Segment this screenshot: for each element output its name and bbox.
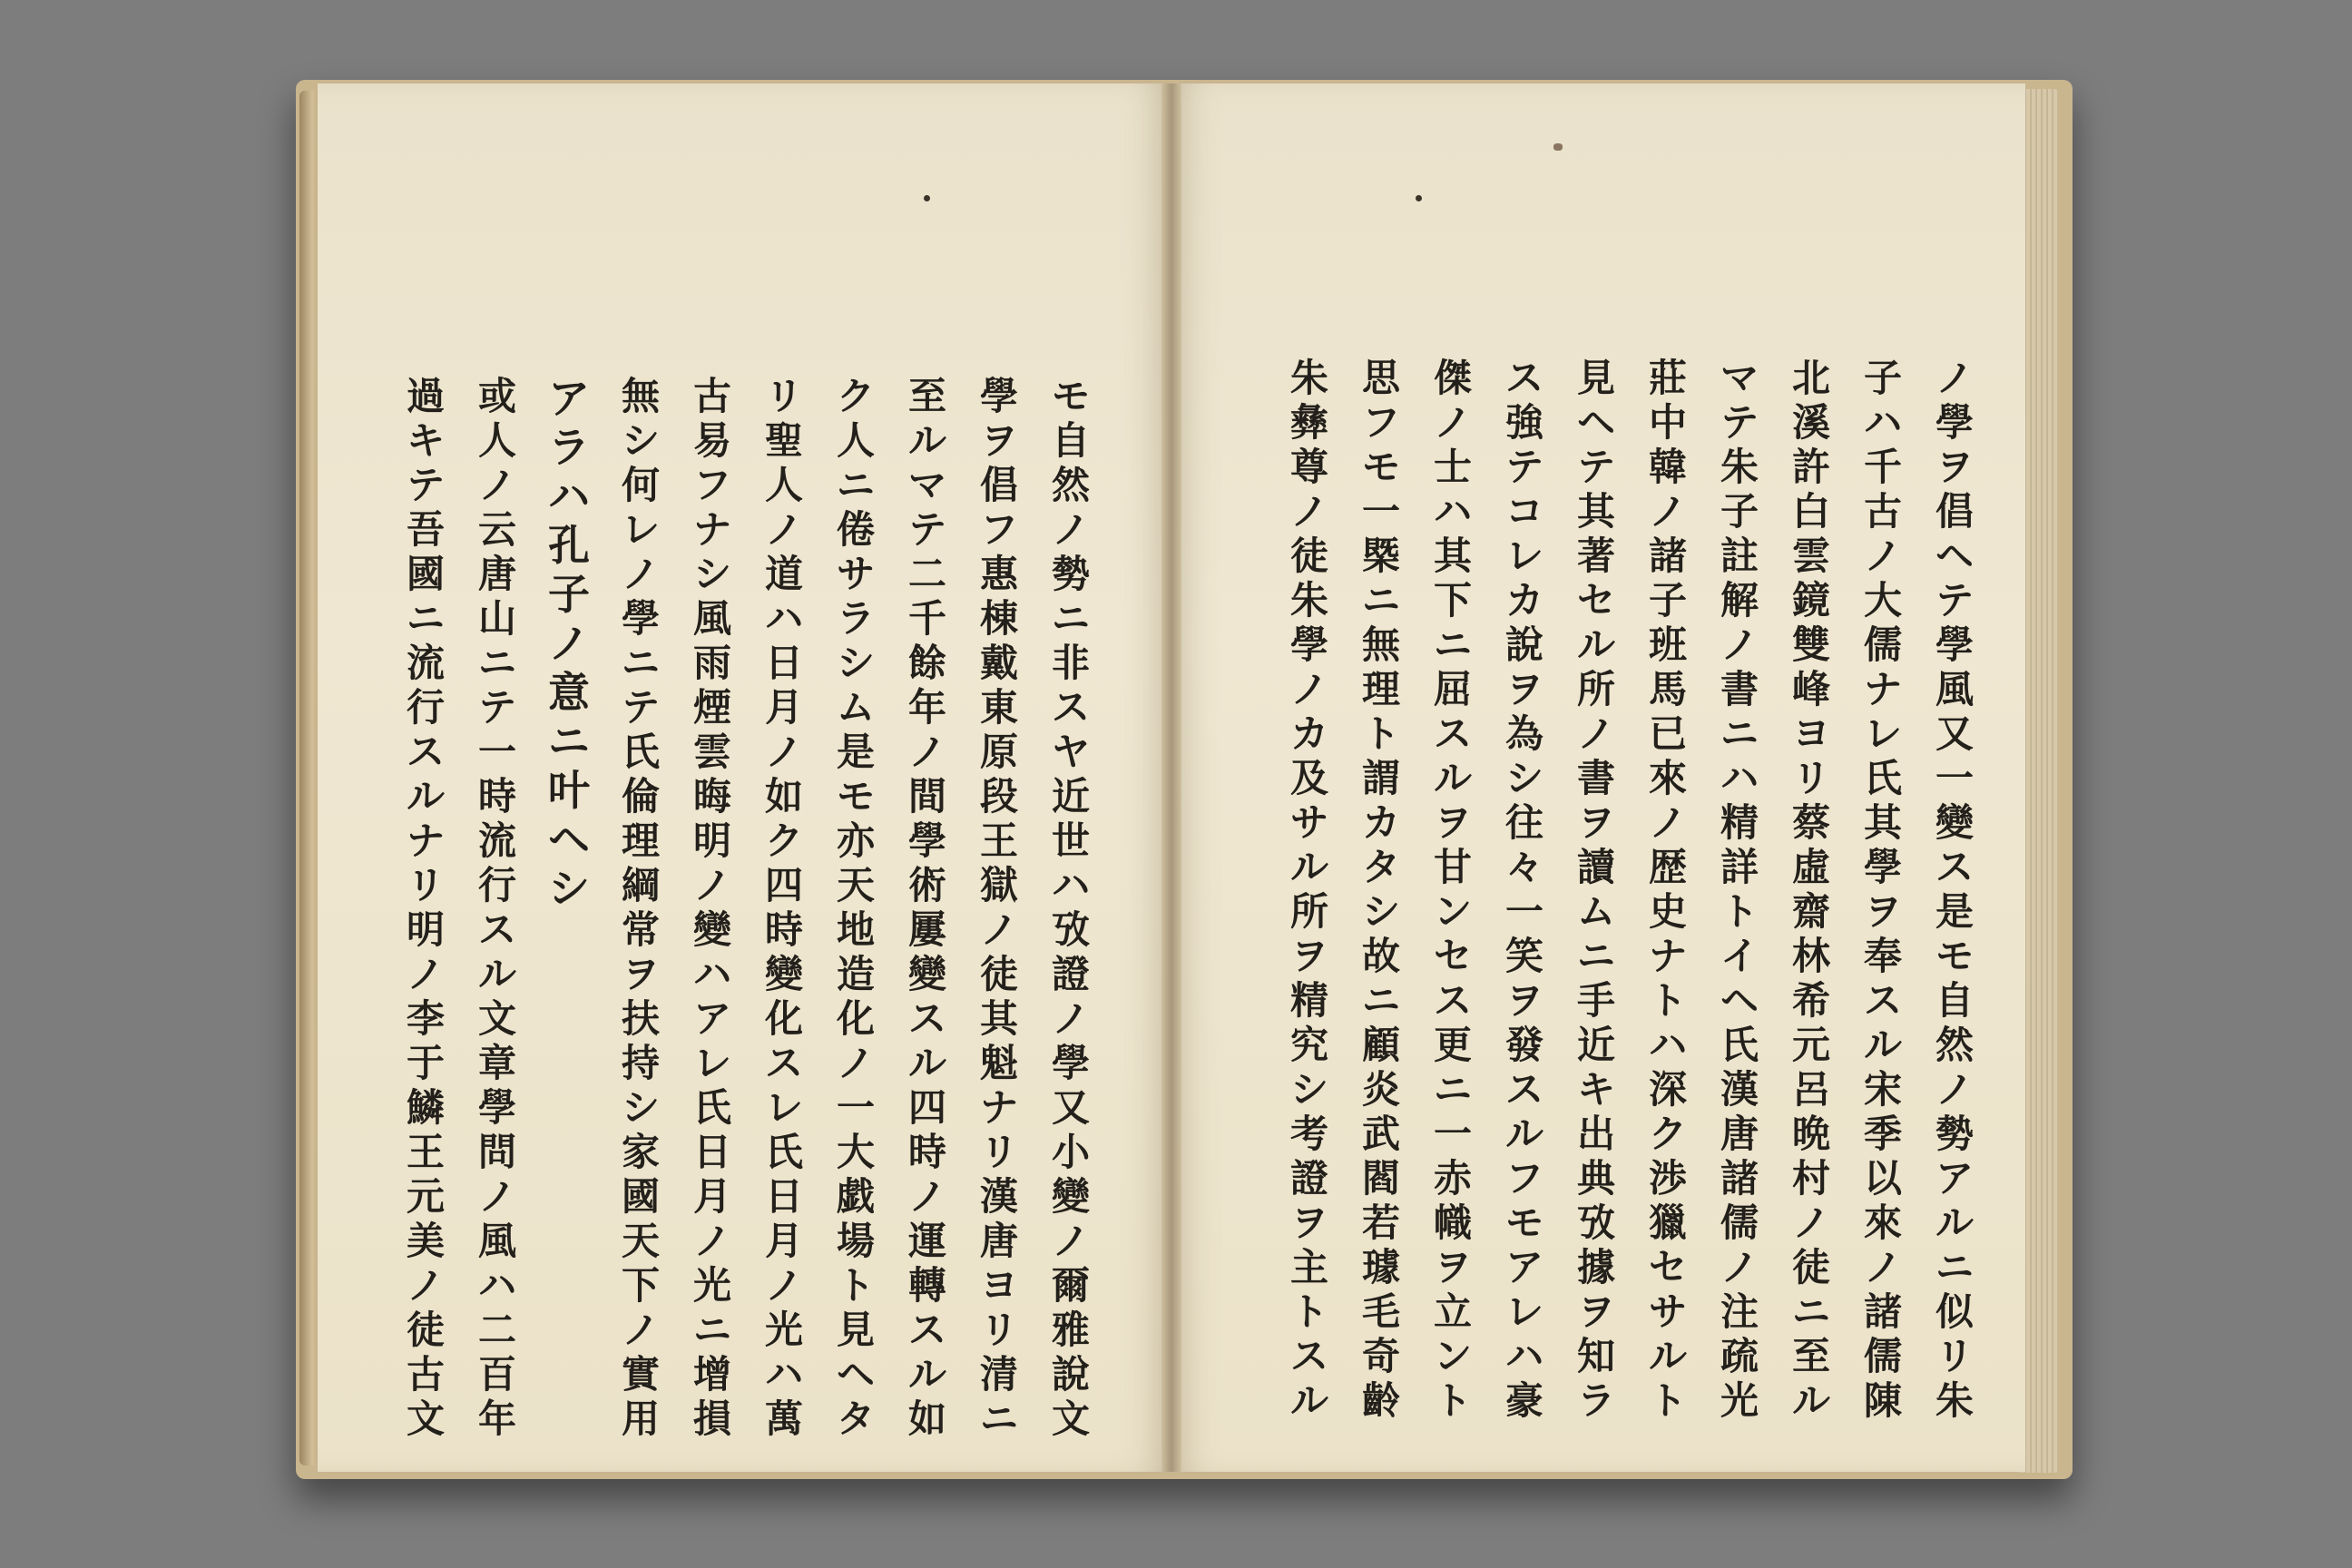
text-column: 無 シ 何 レ ノ 學 ニ テ 氏 倫 理 綱 常 ヲ 扶 持 シ 家 國 天 下 ノ 實 用 [621, 374, 660, 1441]
text-column: 見 ヘ テ 其 著 セ ル 所 ノ 書 ヲ 讀 ム ニ 手 近 キ 出 典 攷 據 ヲ 知 ラ [1576, 356, 1615, 1423]
text-column: モ 自 然 ノ 勢 ニ 非 ス ヤ 近 世 ハ 攷 證 ノ 學 又 小 變 ノ 爾 雅 說 文 [1051, 374, 1090, 1441]
text-column: リ 聖 人 ノ 道 ハ 日 月 ノ 如 ク 四 時 變 化 ス レ 氏 日 月 ノ 光 ハ 萬 [764, 374, 803, 1441]
text-column: 古 易 フ ナ シ 風 雨 煙 雲 晦 明 ノ 變 ハ ア レ 氏 日 月 ノ 光 ニ 增 損 [692, 374, 731, 1441]
page-mark-dot [924, 195, 930, 201]
text-column: 思 フ モ 一 槩 ニ 無 理 ト 謂 カ タ シ 故 ニ 顧 炎 武 閻 若 璩 毛 奇 齡 [1361, 356, 1400, 1423]
text-column: ノ 學 ヲ 倡 ヘ テ 學 風 又 一 變 ス 是 モ 自 然 ノ 勢 ア ル ニ 似 リ 朱 [1935, 356, 1974, 1423]
right-page [1172, 83, 2025, 1472]
book-gutter [1161, 83, 1181, 1472]
text-column: マ テ 朱 子 註 解 ノ 書 ニ ハ 精 詳 ト イ ヘ 氏 漢 唐 諸 儒 ノ 注 疏 光 [1720, 356, 1759, 1423]
text-column: 學 ヲ 倡 フ 惠 棟 戴 東 原 段 王 獄 ノ 徒 其 魁 ナ リ 漢 唐 ヨ リ 清 ニ [979, 374, 1018, 1441]
text-column: 或 人 ノ 云 唐 山 ニ テ 一 時 流 行 ス ル 文 章 學 問 ノ 風 ハ 二 百 年 [477, 374, 516, 1441]
paper-stain [1553, 143, 1563, 151]
text-column: 莊 中 韓 ノ 諸 子 班 馬 已 來 ノ 歴 史 ナ ト ハ 深 ク 渉 獵 セ サ ル ト [1648, 356, 1687, 1423]
text-column: ク 人 ニ 倦 サ ラ シ ム 是 モ 亦 天 地 造 化 ノ 一 大 戯 場 ト 見 ヘ タ [836, 374, 875, 1441]
text-column: ア ラ ハ 孔 子 ノ 意 ニ 叶 ヘ シ [548, 374, 590, 913]
text-column: 過 キ テ 吾 國 ニ 流 行 ス ル ナ リ 明 ノ 李 于 鱗 王 元 美 ノ 徒 古 文 [406, 374, 445, 1441]
text-column: 北 溪 許 白 雲 鏡 雙 峰 ヨ リ 蔡 虛 齋 林 希 元 呂 晩 村 ノ 徒 ニ 至 ル [1791, 356, 1830, 1423]
page-mark-dot [1416, 195, 1422, 201]
text-column: 傑 ノ 士 ハ 其 下 ニ 屈 ス ル ヲ 甘 ン セ ス 更 ニ 一 赤 幟 ヲ 立 ン ト [1433, 356, 1472, 1423]
text-column: 至 ル マ テ 二 千 餘 年 ノ 間 學 術 屢 變 ス ル 四 時 ノ 運 轉 ス ル 如 [907, 374, 946, 1441]
text-column: 子 ハ 千 古 ノ 大 儒 ナ レ 氏 其 學 ヲ 奉 ス ル 宋 季 以 來 ノ 諸 儒 陳 [1863, 356, 1902, 1423]
text-column: 朱 彝 尊 ノ 徒 朱 學 ノ カ 及 サ ル 所 ヲ 精 究 シ 考 證 ヲ 主 ト ス ル [1289, 356, 1328, 1423]
left-page [318, 83, 1169, 1472]
text-column: ス 強 テ コ レ カ 說 ヲ 為 シ 往 々 一 笑 ヲ 發 ス ル フ モ ア レ ハ 豪 [1504, 356, 1544, 1423]
